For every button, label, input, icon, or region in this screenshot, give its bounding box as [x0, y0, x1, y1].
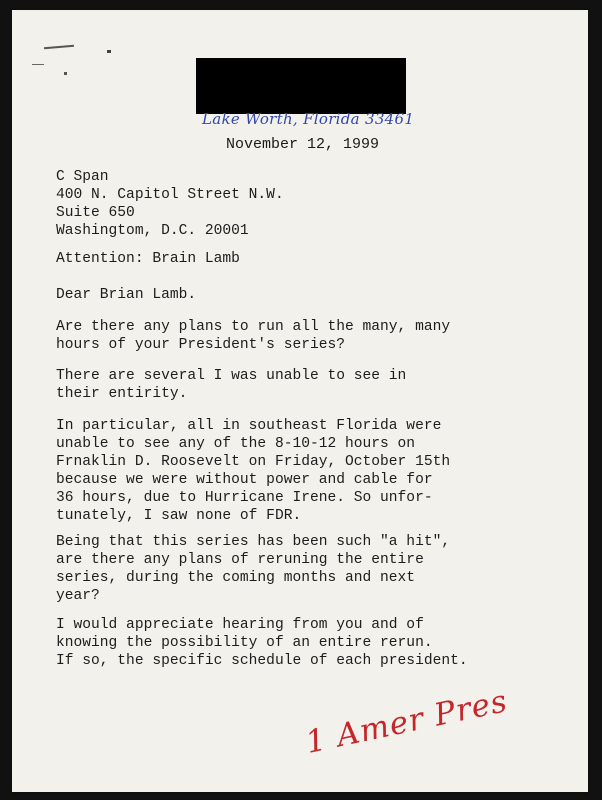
recipient-address [56, 168, 284, 240]
paragraph-line: their entirity. [56, 386, 188, 402]
paragraph-line: Are there any plans to run all the many, many [56, 319, 451, 335]
recipient-line: 400 N. Capitol Street N.W. [56, 187, 284, 203]
paragraph-line: series, during the coming months and next [56, 570, 416, 586]
paragraph [56, 417, 450, 525]
paragraph-line: year? [56, 588, 100, 604]
redaction-box [196, 58, 406, 114]
paragraph [56, 367, 406, 403]
handwritten-annotation: 1 Amer Pres [302, 683, 511, 761]
recipient-line: C Span [56, 169, 109, 185]
stray-mark [44, 45, 74, 50]
paragraph-line: Frnaklin D. Roosevelt on Friday, October 15th [56, 454, 451, 470]
recipient-line: Washingtom, D.C. 20001 [56, 223, 249, 239]
paragraph [56, 318, 450, 354]
salutation: Dear Brian Lamb. [56, 287, 197, 303]
stray-mark [32, 64, 44, 65]
paragraph-line: I would appreciate hearing from you and of [56, 617, 424, 633]
paragraph-line: Being that this series has been such "a hit", [56, 534, 451, 550]
paragraph [56, 533, 450, 605]
paragraph-line: unable to see any of the 8-10-12 hours on [56, 436, 416, 452]
paragraph [56, 616, 468, 670]
stray-mark [64, 72, 67, 75]
stray-mark [107, 50, 111, 53]
paragraph-line: knowing the possibility of an entire rerun. [56, 635, 433, 651]
attention-line: Attention: Brain Lamb [56, 251, 240, 267]
paragraph-line: There are several I was unable to see in [56, 368, 407, 384]
sender-address-stamp: Lake Worth, Florida 33461 [202, 110, 415, 128]
paragraph-line: hours of your President's series? [56, 337, 346, 353]
paragraph-line: In particular, all in southeast Florida were [56, 418, 442, 434]
paragraph-line: are there any plans of reruning the entire [56, 552, 424, 568]
paragraph-line: tunately, I saw none of FDR. [56, 508, 302, 524]
paragraph-line: If so, the specific schedule of each president. [56, 653, 468, 669]
letter-page [12, 10, 588, 792]
paragraph-line: 36 hours, due to Hurricane Irene. So unfor- [56, 490, 433, 506]
paragraph-line: because we were without power and cable for [56, 472, 433, 488]
letter-date: November 12, 1999 [226, 136, 380, 153]
recipient-line: Suite 650 [56, 205, 135, 221]
